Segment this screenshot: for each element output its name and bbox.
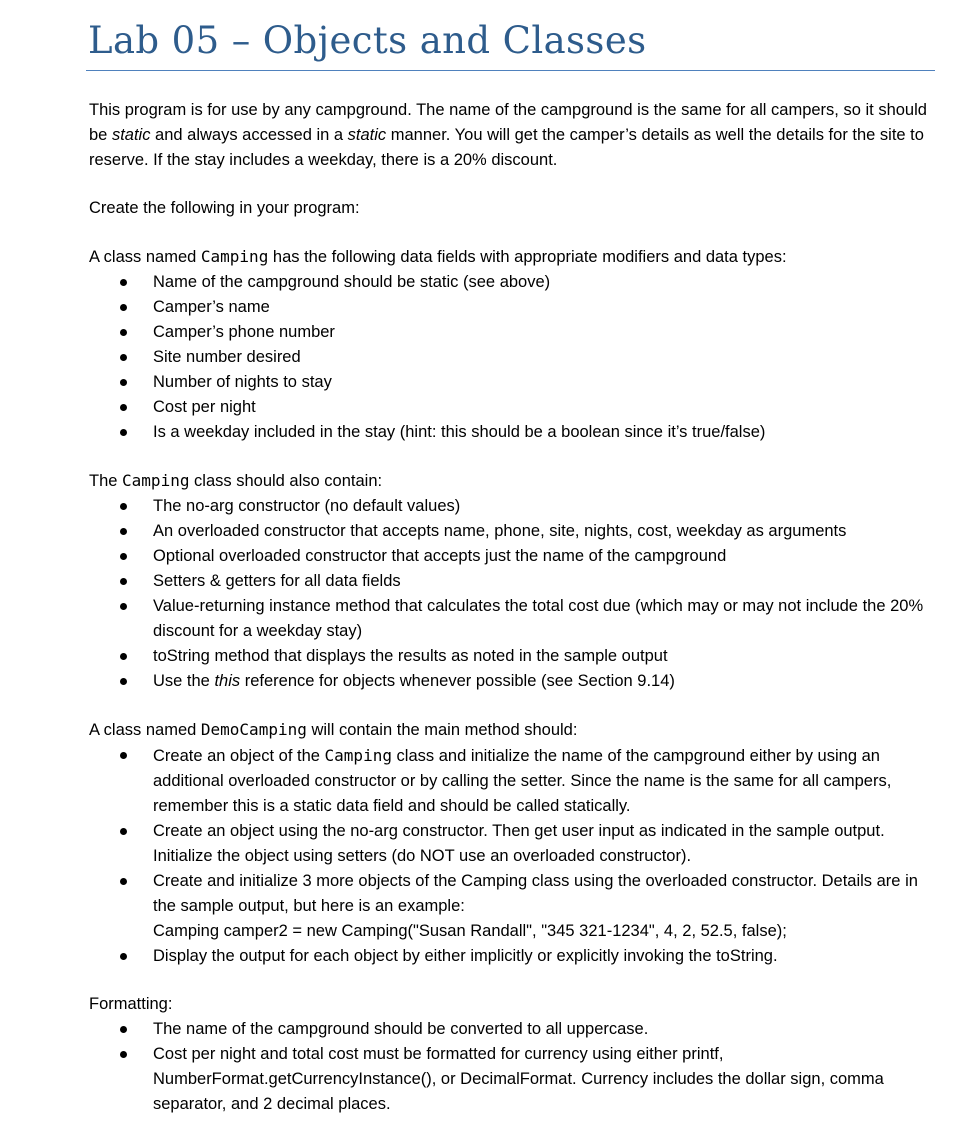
bullet-icon (120, 878, 127, 885)
intro-text-2: and always accessed in a (150, 126, 348, 144)
contains-intro-pre: The (89, 472, 123, 490)
list-item (89, 1042, 939, 1117)
intro-emphasis-static-2: static (347, 126, 387, 144)
camping-class-intro (89, 244, 939, 270)
list-item-text: Is a weekday included in the stay (hint: this should be a boolean since it’s true/false) (153, 423, 766, 441)
bullet-icon (120, 528, 127, 535)
demo-class-intro (89, 717, 939, 743)
code-camping: Camping (122, 471, 190, 490)
list-item (89, 420, 939, 445)
camping-methods-list (89, 494, 939, 694)
demo-item1-post: class and initialize the name of the campground either by using an additional overloaded constructor or by calling the setter. Since the name is the same for all campers, remember this is a static data field and should be called statically. (153, 747, 892, 815)
camping-intro-pre: A class named (89, 248, 201, 266)
list-item-text: Display the output for each object by either implicitly or explicitly invoking the toString. (153, 947, 778, 965)
bullet-icon (120, 1026, 127, 1033)
formatting-list (89, 1017, 939, 1117)
list-item (89, 644, 939, 669)
document-body (89, 98, 939, 1117)
camping-fields-list (89, 270, 939, 445)
list-item-text: An overloaded constructor that accepts name, phone, site, nights, cost, weekday as arguments (153, 522, 847, 540)
list-item-text: Optional overloaded constructor that accepts just the name of the campground (153, 547, 727, 565)
title-underline (86, 70, 935, 71)
this-text-pre: Use the (153, 672, 215, 690)
list-item (89, 944, 939, 969)
list-item (89, 669, 939, 694)
demo-item1-pre: Create an object of the (153, 747, 325, 765)
bullet-icon (120, 578, 127, 585)
bullet-icon (120, 603, 127, 610)
list-item (89, 519, 939, 544)
this-text-post: reference for objects whenever possible (see Section 9.14) (240, 672, 675, 690)
list-item-text: Number of nights to stay (153, 373, 332, 391)
list-item (89, 270, 939, 295)
camping-intro-post: has the following data fields with appropriate modifiers and data types: (268, 248, 787, 266)
list-item (89, 494, 939, 519)
list-item-text: Create an object using the no-arg constructor. Then get user input as indicated in the sample output. Initialize the object using setters (do NOT use an overloaded constructor). (153, 822, 885, 865)
list-item (89, 869, 939, 944)
camping-contains-intro (89, 468, 939, 494)
contains-intro-post: class should also contain: (189, 472, 383, 490)
list-item-text: Value-returning instance method that calculates the total cost due (which may or may not include the 20% discount for a weekday stay) (153, 597, 924, 640)
bullet-icon (120, 752, 127, 759)
list-item (89, 295, 939, 320)
bullet-icon (120, 429, 127, 436)
list-item (89, 345, 939, 370)
demo-intro-pre: A class named (89, 721, 201, 739)
bullet-icon (120, 379, 127, 386)
intro-text-3: manner. You will get the camper’s details as well the details for the site to reserve. If the stay includes a weekday, there is a 20% discount. (89, 126, 924, 169)
list-item (89, 320, 939, 345)
bullet-icon (120, 404, 127, 411)
list-item-text: Name of the campground should be static (see above) (153, 273, 551, 291)
code-camping: Camping (200, 247, 269, 266)
bullet-icon (120, 653, 127, 660)
list-item-text: Create and initialize 3 more objects of the Camping class using the overloaded constructor. Details are in the sample output, but here is an example: (153, 872, 918, 915)
bullet-icon (120, 354, 127, 361)
intro-text-1: This program is for use by any campground. The name of the campground is the same for all campers, so it should be (89, 101, 927, 144)
bullet-icon (120, 953, 127, 960)
list-item (89, 594, 939, 644)
list-item-text: Site number desired (153, 348, 301, 366)
list-item (89, 395, 939, 420)
bullet-icon (120, 553, 127, 560)
list-item-text: Cost per night and total cost must be formatted for currency using either printf, NumberFormat.getCurrencyInstance(), or DecimalFormat. Currency includes the dollar sign, comma separator, and 2 decimal places. (153, 1045, 884, 1113)
emphasis-this: this (214, 672, 241, 690)
list-item-text: Camper’s phone number (153, 323, 335, 341)
list-item (89, 1017, 939, 1042)
formatting-heading: Formatting: (89, 995, 173, 1013)
list-item (89, 544, 939, 569)
bullet-icon (120, 678, 127, 685)
intro-emphasis-static-1: static (111, 126, 151, 144)
code-camping: Camping (324, 746, 392, 765)
create-heading: Create the following in your program: (89, 199, 360, 217)
list-item-text: toString method that displays the results as noted in the sample output (153, 647, 668, 665)
bullet-icon (120, 828, 127, 835)
bullet-icon (120, 1051, 127, 1058)
demo-intro-post: will contain the main method should: (306, 721, 578, 739)
bullet-icon (120, 329, 127, 336)
intro-paragraph (89, 98, 939, 173)
list-item-text: Setters & getters for all data fields (153, 572, 401, 590)
bullet-icon (120, 304, 127, 311)
page-title: Lab 05 – Objects and Classes (88, 19, 647, 62)
demo-steps-list (89, 743, 939, 969)
code-democamping: DemoCamping (200, 720, 307, 739)
list-item-text: Camper’s name (153, 298, 270, 316)
list-item-text: The no-arg constructor (no default values) (153, 497, 461, 515)
list-item-text: The name of the campground should be converted to all uppercase. (153, 1020, 649, 1038)
bullet-icon (120, 503, 127, 510)
list-item-text: Cost per night (153, 398, 256, 416)
list-item (89, 569, 939, 594)
list-item (89, 370, 939, 395)
bullet-icon (120, 279, 127, 286)
list-item (89, 819, 939, 869)
code-example: Camping camper2 = new Camping("Susan Randall", "345 321-1234", 4, 2, 52.5, false); (153, 922, 787, 940)
list-item (89, 743, 939, 819)
